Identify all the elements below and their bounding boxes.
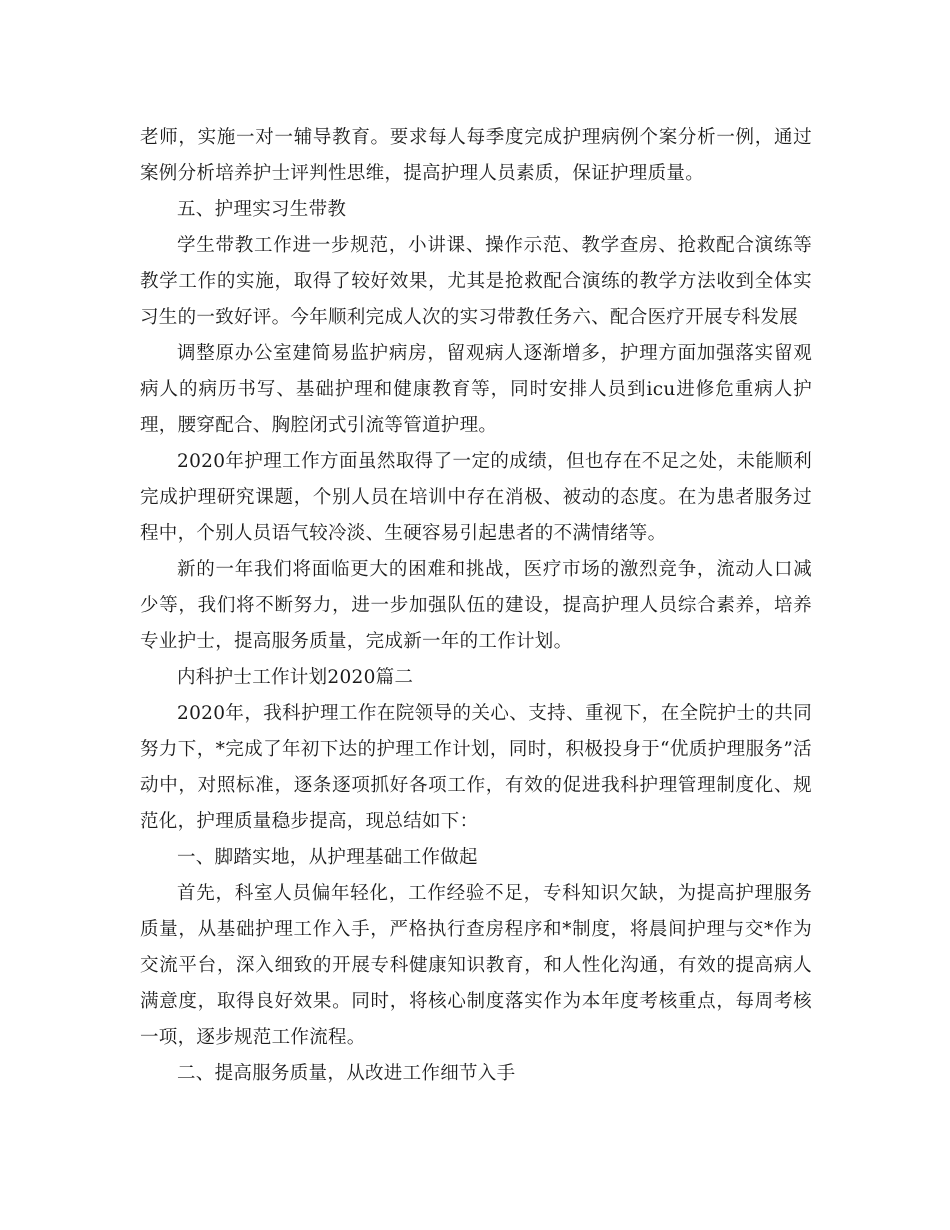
paragraph-shortcomings: 2020年护理工作方面虽然取得了一定的成绩，但也存在不足之处，未能顺利完成护理研究课题，个别人员在培训中存在消极、被动的态度。在为患者服务过程中，个别人员语气较冷淡、生硬容易引起患者的不满情绪等。 [140, 451, 812, 544]
paragraph-monitoring-ward: 调整原办公室建简易监护病房，留观病人逐渐增多，护理方面加强落实留观病人的病历书写、基础护理和健康教育等，同时安排人员到icu进修危重病人护理，腰穿配合、胸腔闭式引流等管道护理。 [140, 343, 812, 436]
section-heading-five: 五、护理实习生带教 [177, 199, 347, 220]
paragraph-continuation: 老师，实施一对一辅导教育。要求每人每季度完成护理病例个案分析一例，通过案例分析培养护士评判性思维，提高护理人员素质，保证护理质量。 [140, 127, 812, 184]
paragraph-new-year: 新的一年我们将面临更大的困难和挑战，医疗市场的激烈竞争，流动人口减少等，我们将不断努力，进一步加强队伍的建设，提高护理人员综合素养，培养专业护士，提高服务质量，完成新一年的工作计划。 [140, 559, 812, 652]
document-body [140, 120, 812, 1092]
paragraph-basic-work: 首先，科室人员偏年轻化，工作经验不足，专科知识欠缺，为提高护理服务质量，从基础护理工作入手，严格执行查房程序和*制度，将晨间护理与交*作为交流平台，深入细致的开展专科健康知识教育，和人性化沟通，有效的提高病人满意度，取得良好效果。同时，将核心制度落实作为本年度考核重点，每周考核一项，逐步规范工作流程。 [140, 883, 812, 1048]
document-part-title: 内科护士工作计划2020篇二 [177, 667, 414, 688]
paragraph-summary-intro: 2020年，我科护理工作在院领导的关心、支持、重视下，在全院护士的共同努力下，*完成了年初下达的护理工作计划，同时，积极投身于“优质护理服务”活动中，对照标准，逐条逐项抓好各项工作，有效的促进我科护理管理制度化、规范化，护理质量稳步提高，现总结如下： [140, 703, 812, 832]
section-heading-two: 二、提高服务质量，从改进工作细节入手 [177, 1063, 516, 1084]
paragraph-teaching: 学生带教工作进一步规范，小讲课、操作示范、教学查房、抢救配合演练等教学工作的实施，取得了较好效果，尤其是抢救配合演练的教学方法收到全体实习生的一致好评。今年顺利完成人次的实习带教任务六、配合医疗开展专科发展 [140, 235, 812, 328]
section-heading-one: 一、脚踏实地，从护理基础工作做起 [177, 847, 478, 868]
